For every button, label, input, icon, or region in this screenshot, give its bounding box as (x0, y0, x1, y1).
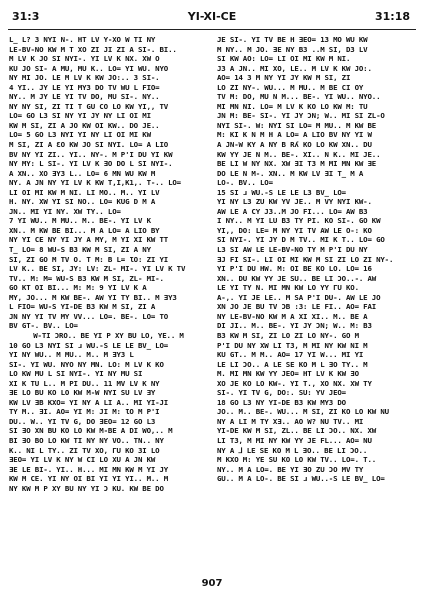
text-line: DO LE N M-. XN.. M KW LV ƎI T_ M A (217, 168, 364, 178)
text-line: NY YI CE NY YI JY A MY, M YI XI KW TT (9, 235, 169, 245)
text-line: YI NY L3 ZU KW YV JE.. M VY NYI KW-. (217, 197, 372, 207)
text-line: BV GT-. BV.. LO= (9, 321, 78, 331)
text-line: JN.. MI YI NY. XW TY.. LO= (9, 206, 121, 216)
text-line: KW M SI, ZI A JO KW OI KW.. DO JE.. (9, 120, 160, 130)
text-line: L_ L? 3 NYI N-. HT LV Y-XO W TI NY (9, 35, 156, 44)
text-line: NY LE-BV-NO KW M A XI XI.. M.. BE A (217, 311, 368, 321)
text-line: DU.. W.. YI TV G, DO ƎEO= 12 GO L3 (9, 416, 156, 426)
text-line: NY.. M A LO=. BE YI ƎO ZU ƆO MV TY (217, 464, 364, 474)
text-line: XN.. DU KW YY JE SU.. BE LI ƆO..-. AW (217, 273, 377, 283)
text-line: NY.. M JY LE YI TV DO, MU SI-. NY.. (9, 92, 160, 102)
text-line: TV M: DO, MU N M... BE-. YI WU.. NYO.. (217, 92, 381, 102)
text-line: KW M CE. YI NY OI BI YI YI YI.. M.. M (9, 474, 169, 484)
text-line: TV.. M: M= WU-S B3 KW M SI, ZL- MI-. (9, 273, 164, 283)
text-line: K.. NI L TY.. ZI TV XO, ГU KO 3I LO (9, 445, 160, 455)
text-line: JN NY YI TV MY VV... LO=. BE-. LO= TO (9, 311, 169, 321)
text-line: XN.. M KW BE BI... M A LO= A LIO BY (9, 225, 160, 235)
text-line: A-,. YI JE LE.. M SA P'I DU-. AW LE JO (217, 292, 381, 302)
text-line: 15 SI ɹ WU.-S LE LE L3 BV_ LO= (217, 187, 346, 197)
text-line: L FIO= WU-S YI-DE B3 KW M SI, ZI A (9, 302, 156, 312)
text-line: KU GT.. M M.. AO= 17 YI W... MI YI (217, 350, 364, 360)
text-line: NY KW M P XY BU NY YI Ɔ KU. KW BE DO (9, 483, 164, 493)
text-line: M. MI MN KW YY JEO= HT LV K KW ƎO (217, 369, 359, 379)
text-line: SI ƎO XN BU KO LO KW M-BE A DI WO,.. M (9, 426, 173, 436)
text-line: SI-. YI TV G, DO:. SU: YV JEO= (217, 388, 346, 398)
text-line: ƎEO= YI LV K NY W CI LO XU A JN KW (9, 455, 156, 465)
text-line: LO KW MU L SI NYI-. YI NY MU SI (9, 369, 143, 379)
header-rule (8, 29, 416, 30)
text-line: KU JO SI- A MU, MU K.. LO= YI WU. NYO (9, 63, 169, 73)
text-line: XN JO JE BU TV ƆB :3: LE FI.. AO= FAI (217, 302, 377, 312)
text-line: YI,, DO: LE= M NY YI TV AW LE O-: KO (217, 225, 372, 235)
text-line: NY MY: L SI-. YI LV K ƎO DO L SI NYI-. (9, 159, 173, 169)
text-line: M SI, ZI A ƐO KW JO SI NYI. LO= A LIO (9, 140, 169, 150)
text-line: 7 YI WU.. M MU.. M.. BE-. YI LV K (9, 216, 151, 226)
text-line: LV K.. BE SI, JY: LV: ZL- MI-. YI LV K TV (9, 264, 186, 274)
text-line: LE YI TY N. MI MN KW LO YY ГU KO. (217, 283, 359, 293)
text-line: M KXO M: YE SU KO LO KW TV.. LO=. T.. (217, 455, 377, 465)
text-line: ƎE LE BI-. YI.. H... MI MN KW M YI JY (9, 464, 169, 474)
text-line: J3 A JN.. MI XO, LE.. M LV K KW JO:. (217, 63, 372, 73)
text-line: YI NY WU.. M MU.. M.. M ƎY3 L (9, 350, 134, 360)
text-line: B3 KW M SI, ZI LO ZI LO NY-. GO M (217, 330, 359, 340)
text-line: JN M: BE- SI-. YI JY ƆN; W.. MI SI ZL-O (217, 111, 385, 121)
text-line: DI JI.. M.. BE-. YI JY ƆN; W.. M: B3 (217, 321, 372, 331)
text-line: JE SI-. YI TV BE H ƎEO= 13 MO WU KW (217, 35, 368, 44)
text-line: LO-. BV.. LO= (217, 178, 273, 188)
book-title: YI-XI-CE (187, 10, 237, 23)
text-line: BI ƎO BO LO KW TI NY NY VO.. TN.. NY (9, 435, 164, 445)
text-line: A JN-W KY A NY B Rʎ KO LO KW XN.. DU (217, 140, 372, 150)
chapter-verse-start: 31:3 (12, 10, 40, 23)
text-line: LI T3, M MI NY KW YY JE FL... AO= NU (217, 435, 372, 445)
text-line: LO= 5 GO L3 NYI YI NY LI OI MI KW (9, 130, 151, 140)
text-line: I NY.. M YI LU B3 TY PI. KO SI-. GO KW (217, 216, 381, 226)
text-line: L3 SI AW LE LE-BV-NO TY M P'I DU NY (217, 245, 368, 255)
text-line: MI MN NI. LO= M LV K KO LO KW M: TU (217, 101, 368, 111)
text-line: NY MI JO. LE M LV K KW JO:.. 3 SI-. (9, 73, 160, 83)
text-column-left (9, 35, 208, 565)
text-line: 4 YI.. JY LE YI MY3 DO TV WU L FIO= (9, 82, 160, 92)
text-line: SI-. YI WU. NYO NY MN. LO: M LV K KO (9, 359, 164, 369)
text-line: M: KI K N M H A LO= A LIO BV NY YI W (217, 130, 372, 140)
text-line: GO KT OI BI... M: M: 9 YI LV K A (9, 283, 147, 293)
text-line: NY NY SI, ZI TI T GU CO LO KW YI,, TV (9, 101, 169, 111)
text-line: LE-BV-NO KW M T XO ZI JI ZI A SI-. BI.. (9, 44, 177, 54)
text-line: JO.. M.. BE-. WU... M SI, ZI KO LO KW NU (217, 407, 389, 417)
text-line: AO= 14 3 M NY YI JY KW M SI, ZI (217, 73, 351, 83)
text-line: LE LI ƆO.. A LE SE KO M L ƎO TY.. M (217, 359, 368, 369)
text-line: ƎJ FI SI-. LI OI MI KW M SI ZI LO ZI NY-. (217, 254, 394, 264)
text-line: NY A ⅃ LE SE KO M L ƎO.. BE LI ƆO.. (217, 445, 368, 455)
text-column-right (217, 35, 416, 565)
text-line: T_ LO= 8 WU-S B3 KW M SI, ZI A NY (9, 245, 151, 255)
text-line: ƎE LO BU KO LO KW M-W NYI SU LV ƎY (9, 388, 156, 398)
text-line: NY. A JN NY YI LV K KW T,I,K1,. T-.. LO= (9, 178, 181, 188)
text-line: KW LV ƎB KXO= YI NY A LI A.. MI YI-JI (9, 397, 169, 407)
text-line: P'I DU NY XW LI T3, M MI NY KW NI M (217, 340, 368, 350)
text-line: NYI SI-. W: NYI SI LO= M MU.. M KW BE (217, 120, 377, 130)
text-line: M NY.. M JO. ƎE NY B3 ..M SI, D3 LV (217, 44, 368, 54)
text-line: YI-DE KW M SI, ZL.. BE LI ƆO.. NX. XW (217, 426, 377, 436)
text-line: BV NY YI ZI.. YI.. NY-. M P'I DU YI KW (9, 149, 173, 159)
chapter-verse-end: 31:18 (374, 10, 410, 23)
text-line: A XN.. XO ƎY3 L.. LO= 6 MN WU KW M (9, 168, 156, 178)
text-line: NY A LI M TY XƎ.. AO W? NU TV.. MI (217, 416, 364, 426)
text-line: 18 GO L3 NY YI-DE B3 KW MY3 DO (217, 397, 346, 407)
text-line: YI P'I DU HW. M: OI BE KO LO. LO= 16 (217, 264, 372, 274)
text-line: GU.. M A LO-. BE SI ɹ WU..-S LE BV_ LO= (217, 474, 385, 484)
text-line: MY, JO... M KW BE-. AW YI TY BI.. M ƎY3 (9, 292, 177, 302)
text-line: AW LE A CY J3..M JO FI... LO= AW B3 (217, 206, 368, 216)
text-line: TY M.. ƎI. AO= YI M: JI M: ƖO M P'I (9, 407, 160, 417)
text-line: SI KW AO: LO= LI OI MI KW M NI. (217, 54, 351, 64)
text-line: SI, ZI GO M TV O. T M: B L= ƖO: ZI YI (9, 254, 169, 264)
page-number: 907 (201, 578, 223, 589)
text-line: M LV K JO SI NYI-. YI LV K NX. XW O (9, 54, 160, 64)
text-line: XI K TU L.. M PI DU.. 11 MV LV K NY (9, 378, 160, 388)
text-line: LO ZI NY-. WU... M MU.. M BE CI OY (217, 82, 364, 92)
text-line: W-TI ƆRO.. BE YI P XY BU LO, YE.. M (33, 330, 184, 340)
text-line: LI OI MI KW M NI. LI MO.. M.. YI LV (9, 187, 160, 197)
text-line: 10 GO L3 NYI SI ɹ WU.-S LE LE BV_ LO= (9, 340, 169, 350)
page-header (8, 10, 416, 26)
text-line: BE LI W NY NX. XW ƎI T3 M MI MN KW ƎE (217, 159, 377, 169)
text-line: LO= GO L3 SI NY YI JY NY LI OI MI (9, 111, 151, 121)
text-line: KW YY JE N M.. BE-. XI.. N K.. MI JE.. (217, 149, 381, 159)
text-line: SI NYI-. YI JY D M TV.. MI K T.. LO= GO (217, 235, 385, 245)
text-line: XO JE KO LO KW-. YI T., XO NX. XW TY (217, 378, 372, 388)
text-line: H. NY. XW YI SI NO.. LO= KUG D M A (9, 197, 156, 207)
